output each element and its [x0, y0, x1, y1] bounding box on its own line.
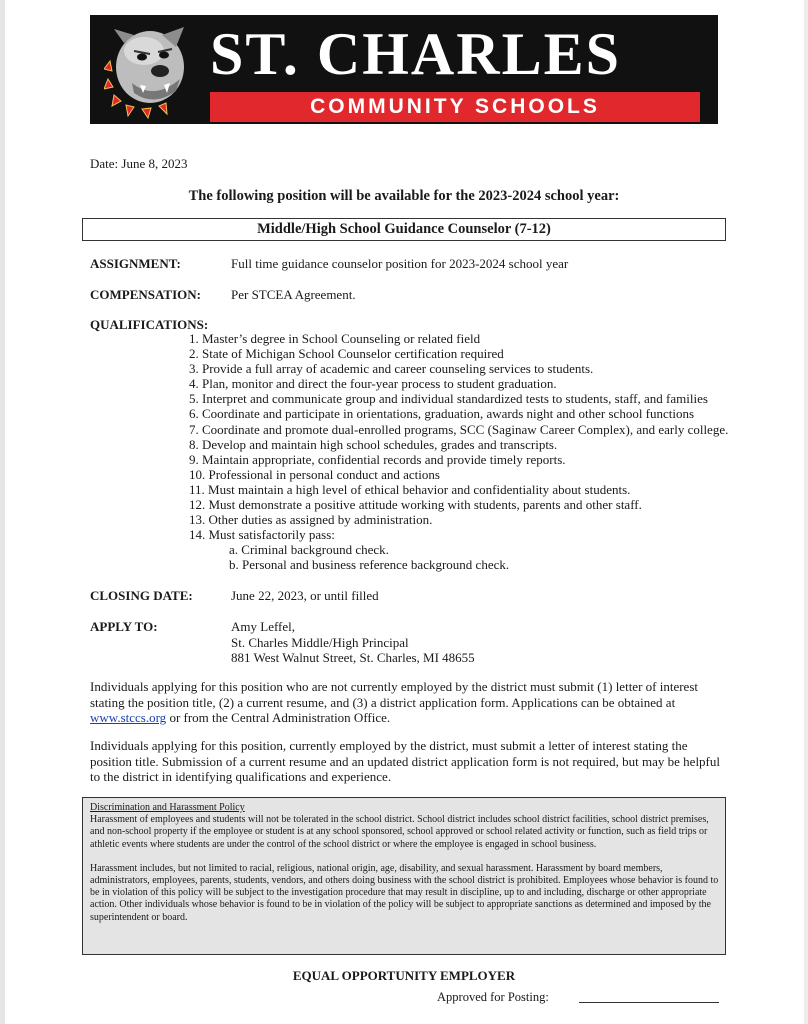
- list-item: 12. Must demonstrate a positive attitude working with students, parents and other staff.: [189, 497, 642, 513]
- assignment-label: ASSIGNMENT:: [90, 256, 181, 271]
- compensation-value: Per STCEA Agreement.: [231, 287, 356, 302]
- list-item: 9. Maintain appropriate, confidential records and provide timely reports.: [189, 451, 566, 467]
- list-sub-item: a. Criminal background check.: [229, 542, 389, 558]
- website-link[interactable]: www.stccs.org: [90, 710, 167, 725]
- internal-applicants-paragraph: Individuals applying for this position, currently employed by the district, must submit a letter of interest stating the position title. Submission of a current resume and an updated district application form is not required, but may be helpful to the district in identifying qualifications and experience.: [90, 738, 720, 784]
- list-item: 1. Master’s degree in School Counseling or related field: [189, 331, 481, 346]
- external-applicants-paragraph: [90, 679, 720, 726]
- closing-date-label: CLOSING DATE:: [90, 588, 193, 603]
- availability-statement: The following position will be available for the 2023-2024 school year:: [188, 188, 620, 204]
- page-edge: [0, 0, 5, 1024]
- list-item: 3. Provide a full array of academic and career counseling services to students.: [189, 361, 594, 377]
- contact-address: 881 West Walnut Street, St. Charles, MI 48655: [231, 650, 475, 665]
- district-title: ST. CHARLES: [210, 21, 622, 87]
- contact-role: St. Charles Middle/High Principal: [231, 634, 409, 650]
- qualifications-list: [189, 331, 728, 573]
- assignment-value: Full time guidance counselor position for 2023-2024 school year: [231, 256, 569, 271]
- list-sub-item: b. Personal and business reference background check.: [229, 557, 510, 573]
- signature-line: [579, 1002, 719, 1003]
- list-item: 6. Coordinate and participate in orientations, graduation, awards night and other school functions: [189, 406, 695, 422]
- policy-heading: Discrimination and Harassment Policy: [90, 802, 245, 813]
- list-item: 5. Interpret and communicate group and individual standardized tests to students, staff, and families: [189, 391, 708, 407]
- bulldog-mascot-icon: [104, 21, 190, 119]
- subtitle-strip: [210, 92, 700, 122]
- apply-to-address: [231, 619, 475, 666]
- page-edge: [804, 0, 808, 1024]
- qualifications-label: QUALIFICATIONS:: [90, 317, 209, 332]
- policy-paragraph: Harassment includes, but not limited to racial, religious, national origin, age, disability, and sexual harassment. Harassment by board members, administrators, employees, parents, students, vendors, and others doing business with the school district is prohibited. Employees whose behavior is found to be in violation of this policy will be subject to the investigation procedure that may result in discipline, up to and including, discharge or other appropriate action. Other individuals whose behavior is found to be in violation of the policy will be subject to appropriate sanctions as determined and imposed by the superintendent or board.: [90, 862, 719, 923]
- position-title-box: [82, 218, 726, 241]
- list-item: 4. Plan, monitor and direct the four-year process to student graduation.: [189, 376, 557, 392]
- list-item: 8. Develop and maintain high school schedules, grades and transcripts.: [189, 436, 558, 452]
- policy-paragraph: Harassment of employees and students will not be tolerated in the school district. School district includes school district facilities, school district premises, and non-school property if the employee or student is at any school sponsored, school approved or school related activity or function, such as field trips or athletic events where students are under the control of the school district or where the employee is engaged in school business.: [90, 814, 709, 850]
- approval-label: Approved for Posting:: [437, 990, 549, 1004]
- harassment-policy-box: [82, 797, 726, 955]
- apply-to-label: APPLY TO:: [90, 619, 158, 634]
- position-title: Middle/High School Guidance Counselor (7-12): [257, 221, 551, 237]
- list-item: 11. Must maintain a high level of ethical behavior and confidentiality about students.: [189, 481, 631, 497]
- paragraph-text: Individuals applying for this position who are not currently employed by the district must submit (1) letter of interest stating the position title, (2) a current resume, and (3) a district application form. Applications can be obtained at: [90, 679, 698, 710]
- list-item: 7. Coordinate and promote dual-enrolled programs, SCC (Saginaw Career Complex), and early college.: [189, 421, 729, 437]
- list-item: 10. Professional in personal conduct and actions: [189, 466, 440, 482]
- closing-date-value: June 22, 2023, or until filled: [231, 588, 379, 603]
- list-item: 13. Other duties as assigned by administration.: [189, 512, 433, 528]
- posting-date: Date: June 8, 2023: [90, 156, 188, 171]
- equal-opportunity-statement: EQUAL OPPORTUNITY EMPLOYER: [292, 968, 516, 983]
- paragraph-text: or from the Central Administration Office.: [166, 710, 391, 725]
- contact-name: Amy Leffel,: [231, 619, 296, 634]
- compensation-label: COMPENSATION:: [90, 287, 201, 302]
- header-banner: [90, 15, 718, 124]
- district-subtitle: COMMUNITY SCHOOLS: [310, 95, 600, 118]
- list-item: 2. State of Michigan School Counselor certification required: [189, 346, 504, 362]
- list-item: 14. Must satisfactorily pass:: [189, 527, 335, 543]
